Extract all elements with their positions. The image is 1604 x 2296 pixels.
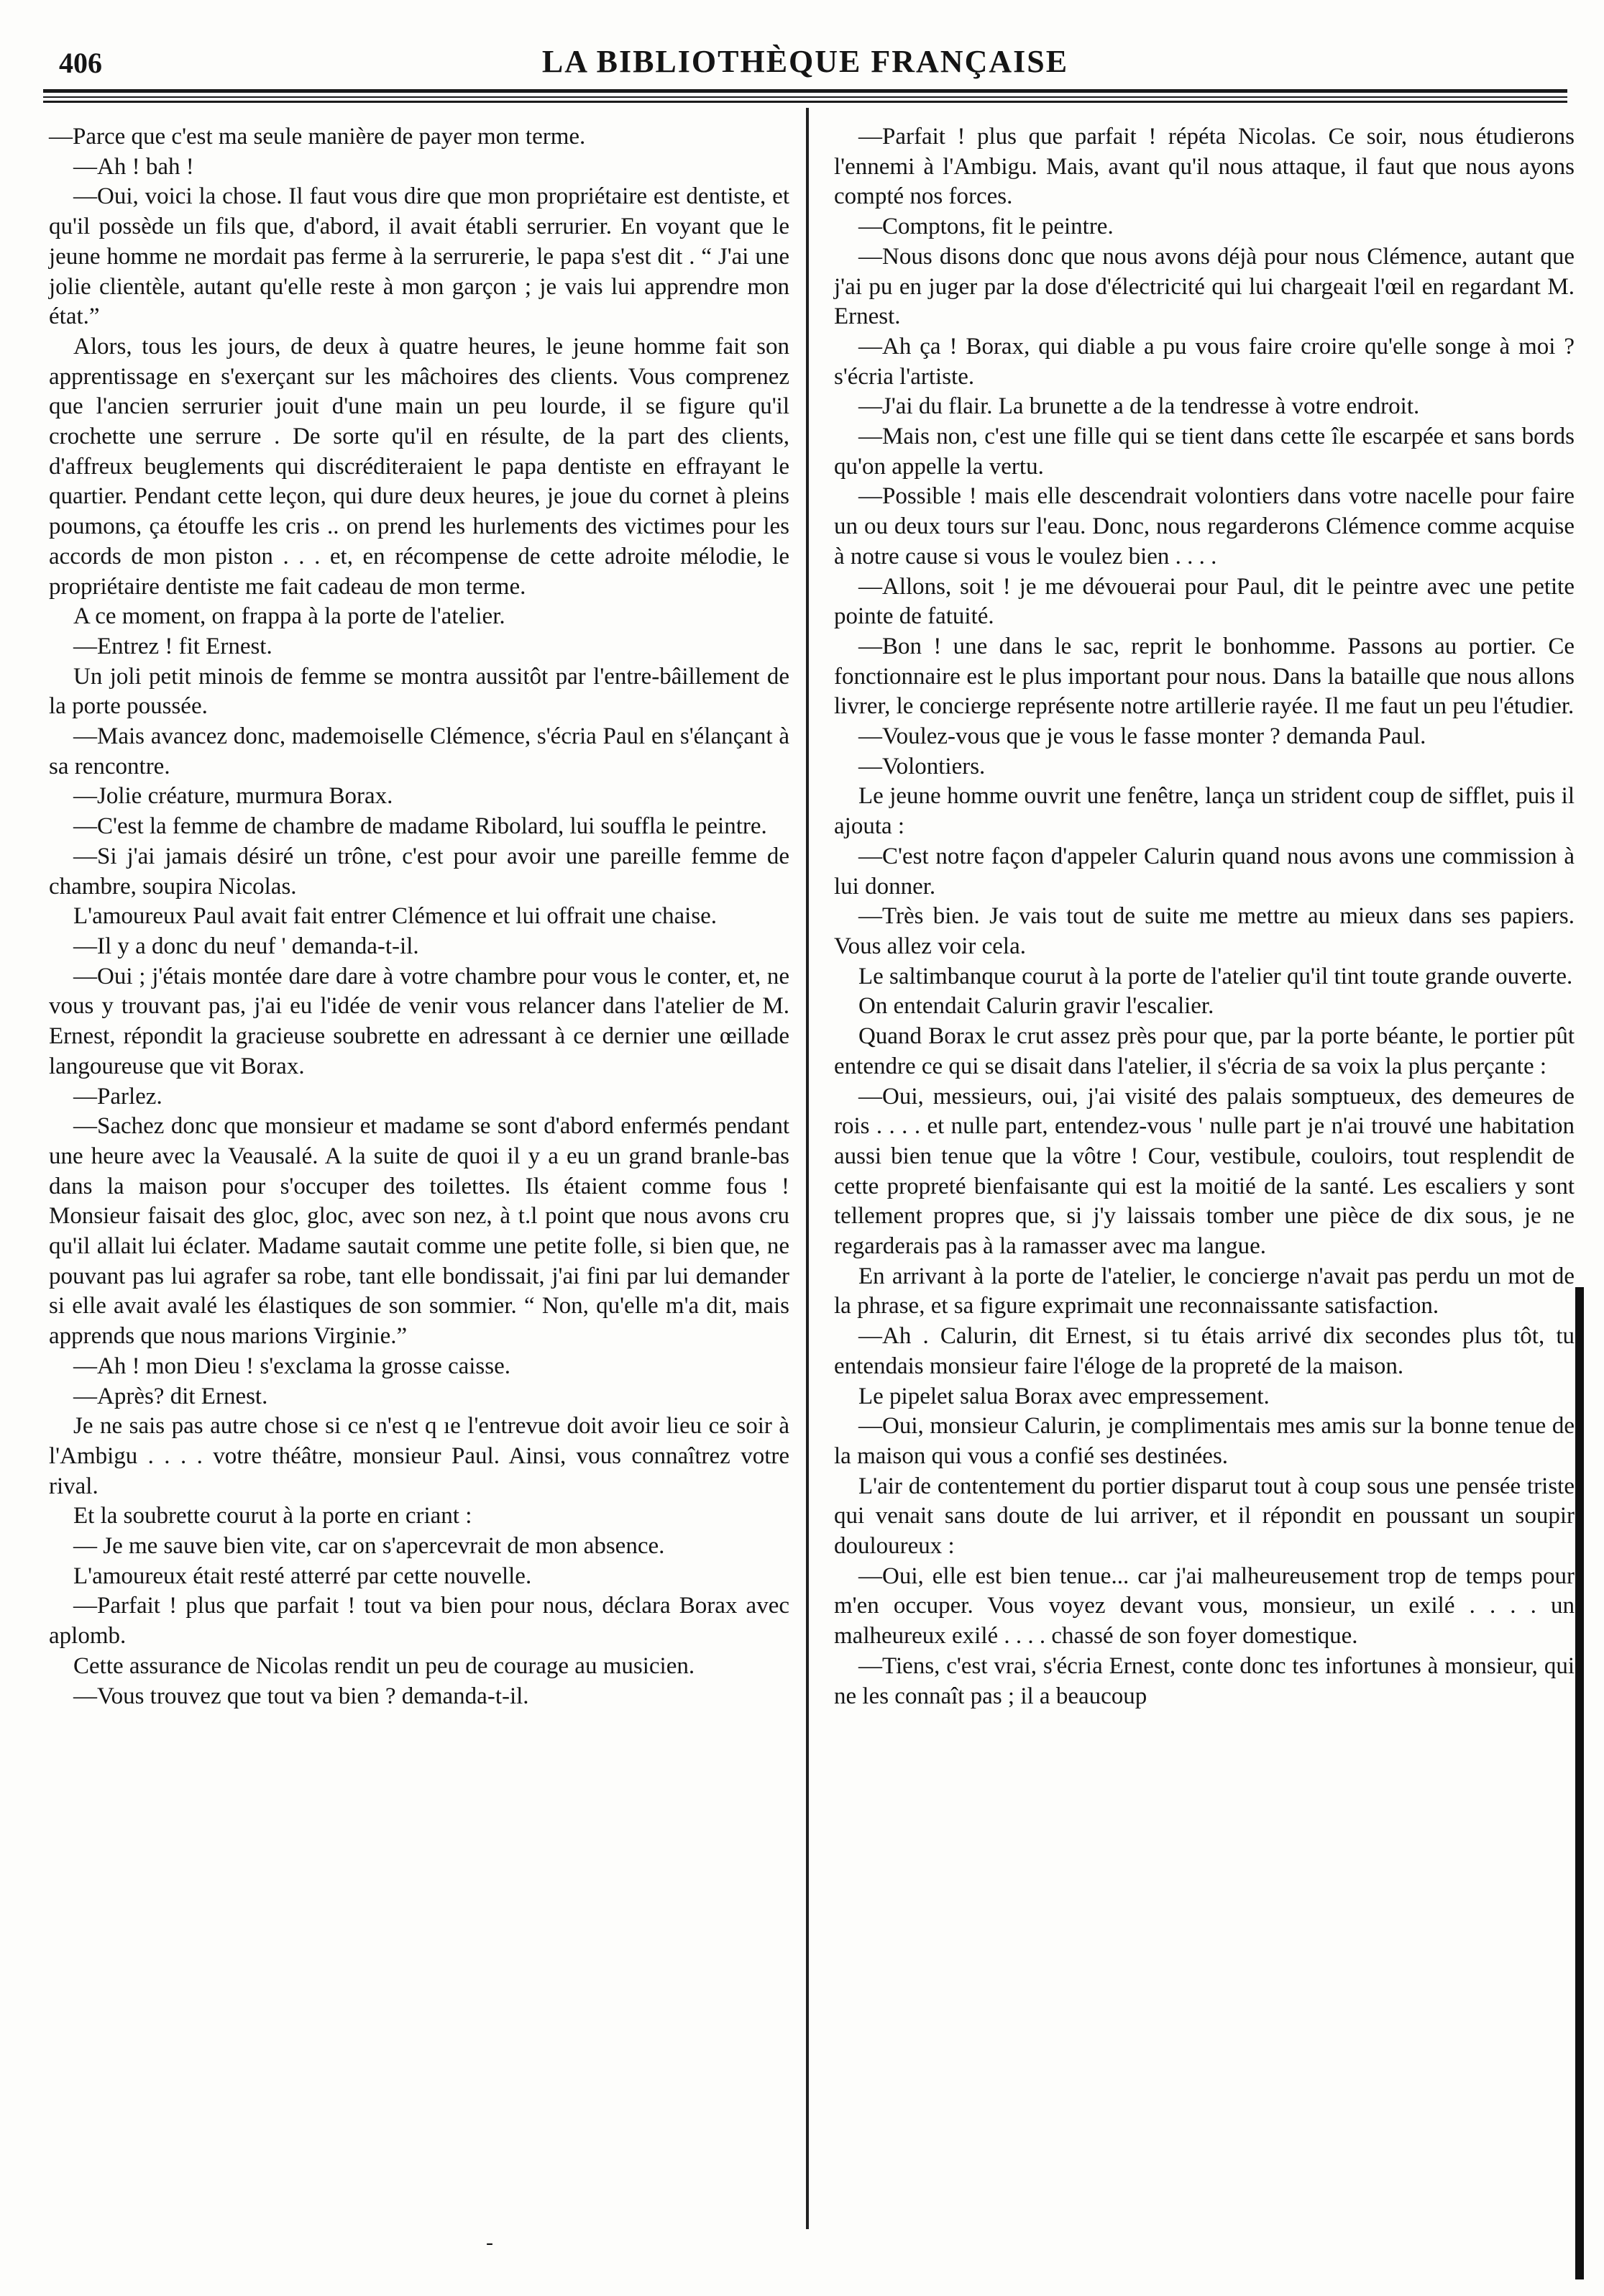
page-header [43,42,1567,85]
paragraph: —Jolie créature, murmura Borax. [73,783,393,810]
paragraph: —Nous disons donc que nous avons déjà pour nous Clémence, autant que j'ai pu en juger par la dose d'électricité qui lui chargeait l'œil en regardant M. Ernest. [834,243,1575,330]
paragraph: —Vous trouvez que tout va bien ? demanda-t-il. [73,1683,529,1709]
paragraph: Le saltimbanque courut à la porte de l'atelier qu'il tint toute grande ouverte. [858,963,1573,989]
paragraph: —Parfait ! plus que parfait ! répéta Nicolas. Ce soir, nous étudierons l'ennemi à l'Ambigu. Mais, avant qu'il nous attaque, il faut que nous ayons compté nos forces. [834,124,1575,210]
paragraph: —Possible ! mais elle descendrait volontiers dans votre nacelle pour faire un ou deux tours sur l'eau. Donc, nous regarderons Clémence comme acquise à notre cause si vous le voulez bien . . . . [834,483,1575,570]
paragraph: —Ah ! mon Dieu ! s'exclama la grosse caisse. [73,1353,511,1379]
paragraph: On entendait Calurin gravir l'escalier. [858,993,1214,1020]
paragraph: —Tiens, c'est vrai, s'écria Ernest, conte donc tes infortunes à monsieur, qui ne les connaît pas ; il a beaucoup [834,1652,1575,1709]
paragraph: —Parfait ! plus que parfait ! tout va bien pour nous, déclara Borax avec aplomb. [49,1593,789,1650]
paragraph: —Oui, voici la chose. Il faut vous dire que mon propriétaire est dentiste, et qu'il possède un fils que, d'abord, il avait établi serrurier. En voyant que le jeune homme ne mordait pas ferme à la serrurerie, le papa s'est dit . “ J'ai une jolie clientèle, autant qu'elle reste à mon garçon ; je vais lui apprendre mon état.” [49,183,789,330]
paragraph: —C'est notre façon d'appeler Calurin quand nous avons une commission à lui donner. [834,843,1575,900]
paragraph: —Sachez donc que monsieur et madame se sont d'abord enfermés pendant une heure avec la Veausalé. A la suite de quoi il y a eu un grand branle-bas dans la maison pour s'occuper des toilettes. Ils étaient comme fous ! Monsieur faisait des gloc, gloc, avec son nez, à t.l point que nous avons cru qu'il allait lui éclater. Madame sautait comme une petite folle, si bien que, ne pouvant pas lui agrafer sa robe, tant elle bondissait, j'ai fini par lui demander si elle avait avalé les élastiques de son sommier. “ Non, qu'elle m'a dit, mais apprends que nous marions Virginie.” [49,1113,789,1350]
paragraph: Le pipelet salua Borax avec empressement. [858,1383,1270,1409]
paragraph: —Oui ; j'étais montée dare dare à votre chambre pour vous le conter, et, ne vous y trouvant pas, j'ai eu l'idée de venir vous relancer dans l'atelier de M. Ernest, répondit la gracieuse soubrette en adressant à ce dernier une œillade langoureuse que vit Borax. [49,963,789,1079]
paragraph: —Oui, elle est bien tenue... car j'ai malheureusement trop de temps pour m'en occuper. Vous voyez devant vous, monsieur, un exilé . . . . un malheureux exilé . . . . chassé de son foyer domestique. [834,1563,1575,1650]
page-edge-shadow [1575,1287,1584,2279]
paragraph: Le jeune homme ouvrit une fenêtre, lança un strident coup de sifflet, puis il ajouta : [834,783,1575,840]
paragraph: —C'est la femme de chambre de madame Ribolard, lui souffla le peintre. [73,813,767,840]
running-title: LA BIBLIOTHÈQUE FRANÇAISE [541,44,1069,79]
paragraph: L'air de contentement du portier disparut tout à coup sous une pensée triste qui venait sans doute de lui arriver, et il répondit en poussant un soupir douloureux : [834,1473,1575,1560]
paragraph: —Voulez-vous que je vous le fasse monter ? demanda Paul. [858,723,1426,750]
header-rule [43,101,1567,103]
paragraph: Et la soubrette courut à la porte en criant : [73,1503,472,1529]
paragraph: —Oui, monsieur Calurin, je complimentais mes amis sur la bonne tenue de la maison qui vous a confié ses destinées. [834,1413,1575,1469]
paragraph: Un joli petit minois de femme se montra aussitôt par l'entre-bâillement de la porte poussée. [49,663,789,720]
left-text-column [49,122,789,1711]
paragraph: A ce moment, on frappa à la porte de l'atelier. [73,603,505,630]
paragraph: —Il y a donc du neuf ' demanda-t-il. [73,933,419,959]
paragraph: —Volontiers. [858,753,986,779]
paragraph: —Comptons, fit le peintre. [858,214,1114,240]
paragraph: —Après? dit Ernest. [73,1383,268,1409]
paragraph: —Très bien. Je vais tout de suite me mettre au mieux dans ses papiers. Vous allez voir cela. [834,903,1575,959]
footer-mark: - [486,2231,493,2254]
paragraph: Je ne sais pas autre chose si ce n'est q ıe l'entrevue doit avoir lieu ce soir à l'Ambigu . . . . votre théâtre, monsieur Paul. Ainsi, vous connaîtrez votre rival. [49,1413,789,1499]
paragraph: L'amoureux était resté atterré par cette nouvelle. [73,1563,532,1589]
paragraph: —Ah ça ! Borax, qui diable a pu vous faire croire qu'elle songe à moi ? s'écria l'artiste. [834,333,1575,390]
paragraph: Quand Borax le crut assez près pour que, par la porte béante, le portier pût entendre ce qui se disait dans l'atelier, il s'écria de sa voix la plus perçante : [834,1023,1575,1079]
paragraph: —Si j'ai jamais désiré un trône, c'est pour avoir une pareille femme de chambre, soupira Nicolas. [49,843,789,900]
paragraph: —Parlez. [73,1083,162,1110]
column-divider [806,108,809,2229]
paragraph: —Ah ! bah ! [73,153,194,180]
paragraph: Alors, tous les jours, de deux à quatre heures, le jeune homme fait son apprentissage en s'exerçant sur les mâchoires des clients. Vous comprenez que l'ancien serrurier jouit d'une main un peu lourde, il se figure qu'il crochette une serrure . De sorte qu'il en résulte, de la part des clients, d'affreux beuglements qui discréditeraient le papa dentiste en effrayant le quartier. Pendant cette leçon, qui dure deux heures, je joue du cornet à pleins poumons, ça étouffe les cris .. on prend les hurlements des victimes pour les accords de mon piston . . . et, en récompense de cette adroite mélodie, le propriétaire dentiste me fait cadeau de mon terme. [49,333,789,600]
paragraph: —Oui, messieurs, oui, j'ai visité des palais somptueux, des demeures de rois . . . . et nulle part, entendez-vous ' nulle part je n'ai trouvé une habitation aussi bien tenue que la vôtre ! Cour, vestibule, couloirs, tout resplendit de cette propreté bienfaisante qui est la moitié de la santé. Les escaliers y sont tellement propres que, si j'y laissais tomber une pièce de dix sous, je ne regarderais pas à la ramasser avec ma langue. [834,1083,1575,1260]
paragraph: —Parce que c'est ma seule manière de payer mon terme. [49,124,586,150]
page-number: 406 [59,47,102,79]
paragraph: En arrivant à la porte de l'atelier, le concierge n'avait pas perdu un mot de la phrase, et sa figure exprimait une reconnaissante satisfaction. [834,1263,1575,1319]
paragraph: —Bon ! une dans le sac, reprit le bonhomme. Passons au portier. Ce fonctionnaire est le plus important pour nous. Dans la bataille que nous allons livrer, le concierge représente notre artillerie rayée. Il me faut un peu l'étudier. [834,633,1575,720]
paragraph: —Allons, soit ! je me dévouerai pour Paul, dit le peintre avec une petite pointe de fatuité. [834,573,1575,630]
paragraph: —Entrez ! fit Ernest. [73,633,272,659]
header-rule [43,96,1567,98]
paragraph: —Mais non, c'est une fille qui se tient dans cette île escarpée et sans bords qu'on appelle la vertu. [834,424,1575,480]
right-text-column [834,122,1575,1711]
paragraph: —Mais avancez donc, mademoiselle Clémence, s'écria Paul en s'élançant à sa rencontre. [49,723,789,779]
paragraph: L'amoureux Paul avait fait entrer Clémence et lui offrait une chaise. [73,903,718,930]
paragraph: —J'ai du flair. La brunette a de la tendresse à votre endroit. [858,393,1420,420]
paragraph: — Je me sauve bien vite, car on s'apercevrait de mon absence. [73,1533,665,1560]
header-rule [43,89,1567,93]
paragraph: Cette assurance de Nicolas rendit un peu de courage au musicien. [73,1652,695,1679]
paragraph: —Ah . Calurin, dit Ernest, si tu étais arrivé dix secondes plus tôt, tu entendais monsieur faire l'éloge de la propreté de la maison. [834,1323,1575,1379]
